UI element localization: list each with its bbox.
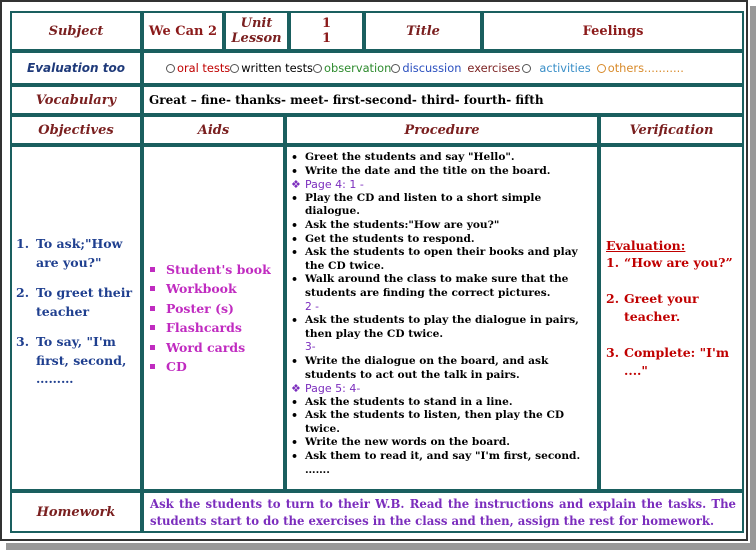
verification-cell xyxy=(599,145,744,491)
unit-lesson-values xyxy=(289,11,364,51)
aids-cell xyxy=(142,145,285,491)
radio-circle-icon xyxy=(166,64,175,73)
vocabulary-label: Vocabulary xyxy=(10,85,142,115)
evaluation-option-others[interactable]: others........... xyxy=(597,61,684,75)
unit-lesson-label xyxy=(224,11,289,51)
procedure-heading-text: Page 4: 1 - xyxy=(305,178,364,192)
procedure-step: • Ask the students to open their books and play the CD twice. xyxy=(287,246,597,273)
evaluation-option-discussion[interactable]: discussion xyxy=(391,61,461,75)
title-label: Title xyxy=(364,11,482,51)
verification-text: Complete: "I'm ...." xyxy=(624,345,730,378)
objective-item xyxy=(12,235,140,272)
lesson-label: Lesson xyxy=(231,31,282,46)
procedure-step: • Walk around the class to make sure that the students are finding the correct pictures. xyxy=(287,273,597,300)
radio-circle-icon xyxy=(597,64,606,73)
page-shadow-bottom xyxy=(6,543,756,550)
diamond-bullet-icon: ❖ xyxy=(291,178,301,192)
diamond-bullet-icon: ❖ xyxy=(291,382,301,396)
evaluation-options xyxy=(142,51,744,85)
homework-label: Homework xyxy=(10,491,142,533)
verification-item xyxy=(606,290,742,326)
page-shadow-right xyxy=(750,6,756,550)
objectives-header: Objectives xyxy=(10,115,142,145)
lesson-value: 1 xyxy=(321,31,332,46)
aid-item: Workbook xyxy=(144,279,271,299)
objective-number: 3. xyxy=(16,334,30,350)
radio-circle-icon xyxy=(391,64,400,73)
procedure-step-number: 2 - xyxy=(305,300,319,313)
procedure-list xyxy=(287,151,597,477)
verification-number: 3. xyxy=(606,345,620,360)
aid-item: Flashcards xyxy=(144,318,271,338)
procedure-page-heading xyxy=(287,178,597,192)
verification-item xyxy=(606,344,742,380)
evaluation-option-oral-tests[interactable]: oral tests xyxy=(166,61,230,75)
radio-circle-icon xyxy=(522,64,531,73)
objective-text: To say, "I'm first, second, ……… xyxy=(36,334,127,387)
objective-text: To greet their teacher xyxy=(36,285,133,319)
objective-number: 1. xyxy=(16,236,30,252)
procedure-header: Procedure xyxy=(285,115,599,145)
procedure-step: • Ask the students to listen, then play the CD twice. xyxy=(287,409,597,436)
objective-item xyxy=(12,284,140,321)
procedure-step: • Write the date and the title on the board. xyxy=(287,165,597,179)
unit-value: 1 xyxy=(321,16,332,31)
radio-circle-icon xyxy=(313,64,322,73)
evaluation-option-exercises[interactable]: exercises xyxy=(467,61,533,75)
verification-item xyxy=(606,254,742,272)
objectives-cell xyxy=(10,145,142,491)
subject-value: We Can 2 xyxy=(142,11,224,51)
objective-item xyxy=(12,333,140,389)
title-value: Feelings xyxy=(482,11,744,51)
verification-text: Greet your teacher. xyxy=(624,291,699,324)
procedure-step: • Ask the students:"How are you?" xyxy=(287,219,597,233)
verification-text: “How are you?” xyxy=(624,255,733,270)
evaluation-option-activities[interactable]: activities xyxy=(539,61,591,75)
verification-header: Verification xyxy=(599,115,744,145)
procedure-page-heading xyxy=(287,382,597,396)
evaluation-option-written-tests[interactable]: written tests xyxy=(230,61,313,75)
radio-circle-icon xyxy=(230,64,239,73)
aid-item: Student's book xyxy=(144,260,271,280)
procedure-step-number: 3- xyxy=(305,341,316,354)
procedure-step: • Get the students to respond. xyxy=(287,233,597,247)
aid-item: Word cards xyxy=(144,338,271,358)
procedure-step: • Ask them to read it, and say "I'm first, second. ……. xyxy=(287,450,597,477)
procedure-step: • Ask the students to play the dialogue in pairs, then play the CD twice. xyxy=(287,314,597,341)
aid-item: Poster (s) xyxy=(144,299,271,319)
procedure-step: • Write the dialogue on the board, and ask students to act out the talk in pairs. xyxy=(287,355,597,382)
procedure-step: • Greet the students and say "Hello". xyxy=(287,151,597,165)
aids-header: Aids xyxy=(142,115,285,145)
procedure-step: • Ask the students to stand in a line. xyxy=(287,396,597,410)
procedure-heading-text: Page 5: 4- xyxy=(305,382,361,396)
homework-text: Ask the students to turn to their W.B. Read the instructions and explain the tasks. The students start to do the exercises in the class and then, assign the rest for homework. xyxy=(142,491,744,533)
verification-heading: Evaluation: xyxy=(606,238,686,253)
verification-number: 1. xyxy=(606,255,620,270)
evaluation-label: Evaluation too xyxy=(10,51,142,85)
verification-number: 2. xyxy=(606,291,620,306)
objective-number: 2. xyxy=(16,285,30,301)
objectives-list xyxy=(12,235,140,401)
aid-item: CD xyxy=(144,357,271,377)
vocabulary-value: Great – fine- thanks- meet- first-second- third- fourth- fifth xyxy=(142,85,744,115)
unit-label: Unit xyxy=(240,16,273,31)
procedure-step: • Write the new words on the board. xyxy=(287,436,597,450)
aids-list xyxy=(144,260,271,377)
evaluation-option-observation[interactable]: observation xyxy=(313,61,391,75)
objective-text: To ask;"How are you?" xyxy=(36,236,123,270)
procedure-step: • Play the CD and listen to a short simple dialogue. xyxy=(287,192,597,219)
subject-label: Subject xyxy=(10,11,142,51)
procedure-cell xyxy=(285,145,599,491)
verification-list xyxy=(606,254,742,398)
